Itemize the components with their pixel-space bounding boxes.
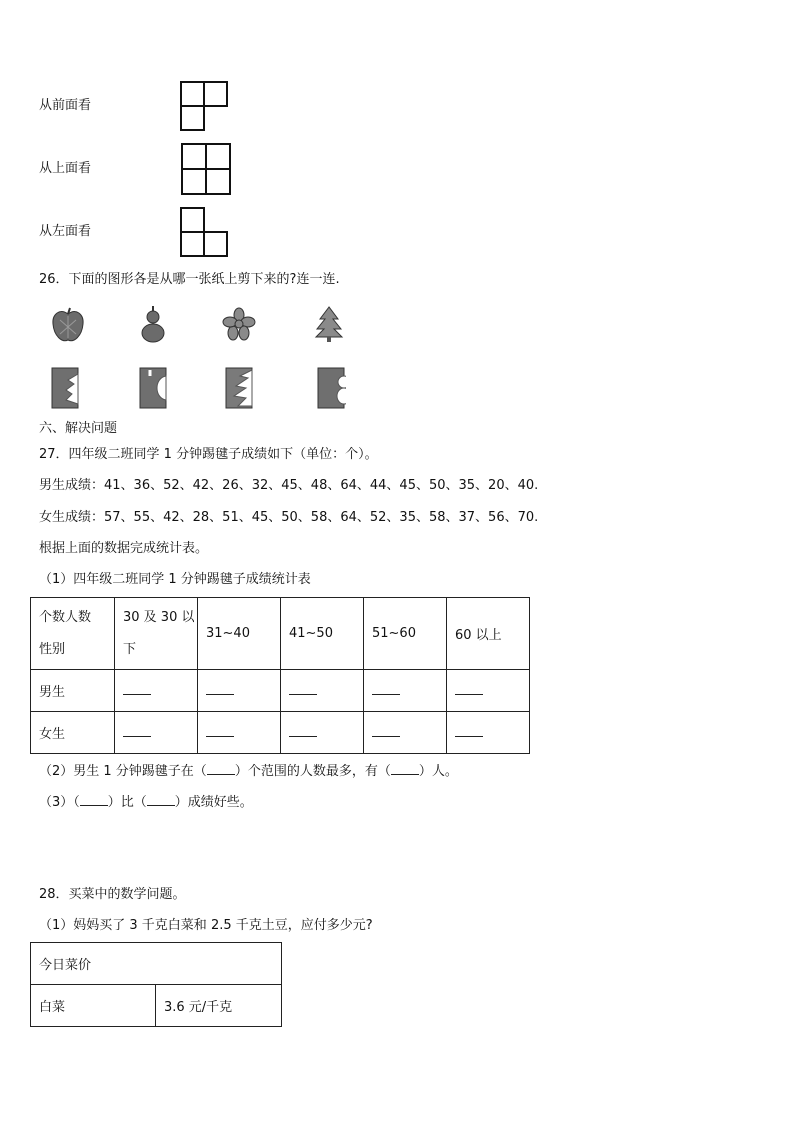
part-3-text-a: （3）（ [39, 795, 80, 810]
answer-blank[interactable] [391, 762, 419, 775]
girls-scores: 女生成绩：57、55、42、28、51、45、50、58、64、52、35、58、37、56、70. [39, 510, 539, 525]
front-view-figure [179, 80, 231, 134]
gourd-icon [138, 304, 168, 344]
view-label-top: 从上面看 [39, 161, 92, 176]
header-col-3: 41~50 [281, 598, 364, 670]
apple-icon [50, 306, 86, 344]
answer-blank[interactable] [289, 724, 317, 737]
view-label-left: 从左面看 [39, 224, 92, 239]
tree-icon [314, 305, 344, 343]
header-corner-cell [31, 598, 115, 670]
paper-sheet-c-icon [224, 366, 254, 410]
answer-blank[interactable] [372, 682, 400, 695]
table-row-boys [31, 670, 530, 712]
answer-cell[interactable] [447, 712, 530, 754]
row-label-girls: 女生 [31, 712, 115, 754]
paper-sheet-b-icon [138, 366, 168, 410]
answer-blank[interactable] [123, 682, 151, 695]
answer-cell[interactable] [281, 712, 364, 754]
answer-blank[interactable] [147, 793, 175, 806]
paper-sheet-d-icon [316, 366, 346, 410]
answer-cell[interactable] [115, 712, 198, 754]
header-corner-bottom: 性别 [39, 641, 66, 657]
price-value: 3.6 元/千克 [156, 985, 282, 1027]
answer-blank[interactable] [80, 793, 108, 806]
price-header: 今日菜价 [31, 943, 282, 985]
table-caption: （1）四年级二班同学 1 分钟踢毽子成绩统计表 [39, 572, 311, 587]
answer-cell[interactable] [364, 670, 447, 712]
instruction-text: 根据上面的数据完成统计表。 [39, 541, 209, 556]
answer-blank[interactable] [455, 682, 483, 695]
part-2-text-b: ）个范围的人数最多，有（ [234, 764, 391, 779]
question-27-title: 27．四年级二班同学 1 分钟踢毽子成绩如下（单位：个）。 [39, 447, 378, 462]
answer-blank[interactable] [289, 682, 317, 695]
price-item: 白菜 [31, 985, 156, 1027]
header-col-4: 51~60 [364, 598, 447, 670]
price-header-row [31, 943, 282, 985]
header-col-1-line-1: 30 及 30 以 [123, 609, 195, 625]
question-26-title: 26．下面的图形各是从哪一张纸上剪下来的?连一连. [39, 272, 340, 287]
header-col-2: 31~40 [198, 598, 281, 670]
top-view-figure [179, 142, 233, 198]
answer-cell[interactable] [281, 670, 364, 712]
stats-table [30, 597, 530, 754]
part-2-text-c: ）人。 [418, 764, 458, 779]
answer-blank[interactable] [455, 724, 483, 737]
left-view-figure [179, 206, 231, 260]
part-3-text-b: ）比（ [107, 795, 147, 810]
answer-blank[interactable] [123, 724, 151, 737]
question-27-part-2 [39, 762, 458, 780]
view-label-front: 从前面看 [39, 98, 92, 113]
row-label-boys: 男生 [31, 670, 115, 712]
price-table [30, 942, 282, 1027]
answer-cell[interactable] [198, 670, 281, 712]
question-28-title: 28．买菜中的数学问题。 [39, 887, 186, 902]
table-row-girls [31, 712, 530, 754]
section-6-heading: 六、解决问题 [39, 421, 118, 436]
header-corner-top: 个数人数 [39, 609, 92, 625]
answer-blank[interactable] [206, 724, 234, 737]
answer-cell[interactable] [115, 670, 198, 712]
answer-cell[interactable] [447, 670, 530, 712]
boys-scores: 男生成绩：41、36、52、42、26、32、45、48、64、44、45、50、35、20、40. [39, 478, 539, 493]
part-2-text-a: （2）男生 1 分钟踢毽子在（ [39, 764, 207, 779]
price-row [31, 985, 282, 1027]
answer-cell[interactable] [198, 712, 281, 754]
table-header-row [31, 598, 530, 670]
header-col-5: 60 以上 [447, 598, 530, 670]
flower-icon [222, 307, 256, 341]
question-28-part-1: （1）妈妈买了 3 千克白菜和 2.5 千克土豆，应付多少元? [39, 918, 373, 933]
question-27-part-3 [39, 793, 253, 811]
answer-blank[interactable] [206, 682, 234, 695]
header-col-1-line-2: 下 [123, 641, 137, 657]
header-col-1 [115, 598, 198, 670]
answer-blank[interactable] [372, 724, 400, 737]
paper-sheet-a-icon [50, 366, 80, 410]
answer-cell[interactable] [364, 712, 447, 754]
part-3-text-c: ）成绩好些。 [174, 795, 253, 810]
answer-blank[interactable] [207, 762, 235, 775]
